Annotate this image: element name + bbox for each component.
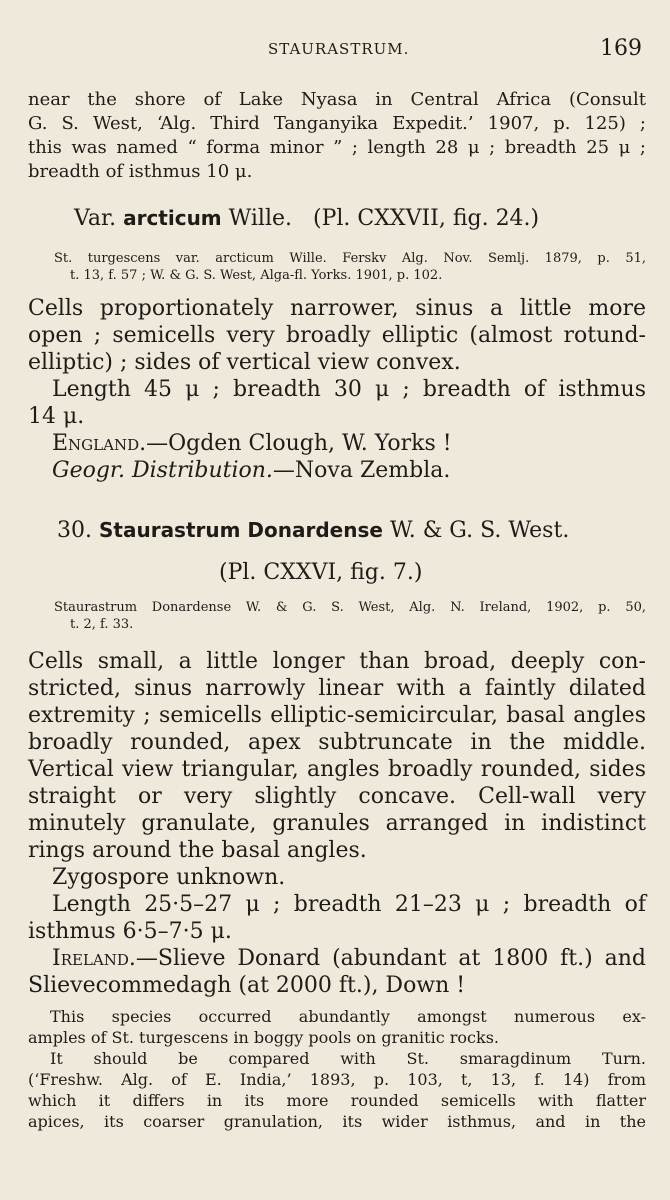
description-line: stricted, sinus narrowly linear with a faintly dilated bbox=[28, 676, 646, 701]
intro-line: G. S. West, ‘Alg. Third Tanganyika Expedit.’ 1907, p. 125) ; bbox=[28, 113, 646, 134]
description-line: rings around the basal angles. bbox=[28, 838, 367, 863]
description-line: extremity ; semicells elliptic-semicircular, basal angles bbox=[28, 703, 646, 728]
locality-text: —Ogden Clough, W. Yorks ! bbox=[146, 431, 452, 456]
notes-line: (‘Freshw. Alg. of E. India,’ 1893, p. 103, t, 13, f. 14) from bbox=[28, 1070, 646, 1089]
species-plate: (Pl. CXXVI, fig. 7.) bbox=[219, 560, 423, 585]
locality-line: Slievecommedagh (at 2000 ft.), Down ! bbox=[28, 973, 466, 998]
running-head bbox=[0, 36, 670, 66]
locality-label: Ireland. bbox=[52, 946, 136, 971]
variety-citation bbox=[54, 250, 646, 284]
variety-name: arcticum bbox=[123, 206, 222, 230]
intro-line: breadth of isthmus 10 μ. bbox=[28, 161, 253, 182]
species-number: 30. bbox=[57, 518, 92, 543]
species-citation bbox=[54, 599, 646, 633]
description-line: minutely granulate, granules arranged in indistinct bbox=[28, 811, 646, 836]
variety-heading bbox=[74, 206, 539, 231]
species-name: Staurastrum Donardense bbox=[99, 518, 383, 542]
measure-line: Length 45 μ ; breadth 30 μ ; breadth of isthmus bbox=[52, 377, 646, 402]
page-number: 169 bbox=[600, 36, 642, 61]
citation-line: t. 13, f. 57 ; W. & G. S. West, Alga-fl. Yorks. 1901, p. 102. bbox=[70, 268, 443, 283]
description-line: Cells proportionately narrower, sinus a little more bbox=[28, 296, 646, 321]
variety-details bbox=[28, 376, 646, 484]
zygospore-line: Zygospore unknown. bbox=[52, 865, 286, 890]
notes-line: It should be compared with St. smaragdinum Turn. bbox=[50, 1049, 646, 1068]
notes-line: apices, its coarser granulation, its wider isthmus, and in the bbox=[28, 1112, 646, 1131]
description-line: open ; semicells very broadly elliptic (almost rotund- bbox=[28, 323, 646, 348]
locality-line bbox=[28, 945, 646, 972]
distribution-line bbox=[28, 457, 646, 484]
species-description bbox=[28, 648, 646, 999]
notes-line: amples of St. turgescens in boggy pools on granitic rocks. bbox=[28, 1028, 499, 1047]
intro-line: near the shore of Lake Nyasa in Central Africa (Consult bbox=[28, 89, 646, 110]
locality-line bbox=[28, 430, 646, 457]
description-line: elliptic) ; sides of vertical view convex. bbox=[28, 350, 461, 375]
notes-line: which it differs in its more rounded semicells with flatter bbox=[28, 1091, 646, 1110]
notes-line: This species occurred abundantly amongst numerous ex- bbox=[50, 1007, 646, 1026]
measure-line: isthmus 6·5–7·5 μ. bbox=[28, 919, 232, 944]
intro-paragraph bbox=[28, 88, 646, 184]
intro-line: this was named “ forma minor ” ; length 28 μ ; breadth 25 μ ; bbox=[28, 137, 646, 158]
measure-line: Length 25·5–27 μ ; breadth 21–23 μ ; breadth of bbox=[52, 892, 646, 917]
description-line: Vertical view triangular, angles broadly rounded, sides bbox=[28, 757, 646, 782]
description-line: straight or very slightly concave. Cell-wall very bbox=[28, 784, 646, 809]
species-heading bbox=[57, 518, 569, 543]
citation-line: t. 2, f. 33. bbox=[70, 617, 134, 632]
variety-prefix: Var. bbox=[74, 206, 117, 231]
locality-label: England. bbox=[52, 431, 147, 456]
description-line: broadly rounded, apex subtruncate in the middle. bbox=[28, 730, 646, 755]
species-author: W. & G. S. West. bbox=[389, 518, 570, 543]
distribution-text: —Nova Zembla. bbox=[272, 458, 451, 483]
citation-line: St. turgescens var. arcticum Wille. Ferskv Alg. Nov. Semlj. 1879, p. 51, bbox=[54, 251, 646, 266]
variety-description bbox=[28, 295, 646, 376]
variety-plate: (Pl. CXXVII, fig. 24.) bbox=[313, 206, 540, 231]
running-head-title: STAURASTRUM. bbox=[268, 40, 410, 58]
variety-author: Wille. bbox=[228, 206, 293, 231]
citation-line: Staurastrum Donardense W. & G. S. West, Alg. N. Ireland, 1902, p. 50, bbox=[54, 600, 646, 615]
distribution-label: Geogr. Distribution. bbox=[52, 458, 273, 483]
species-notes bbox=[28, 1006, 646, 1132]
locality-text: —Slieve Donard (abundant at 1800 ft.) and bbox=[135, 946, 646, 971]
description-line: Cells small, a little longer than broad, deeply con- bbox=[28, 649, 646, 674]
measure-line: 14 μ. bbox=[28, 404, 85, 429]
